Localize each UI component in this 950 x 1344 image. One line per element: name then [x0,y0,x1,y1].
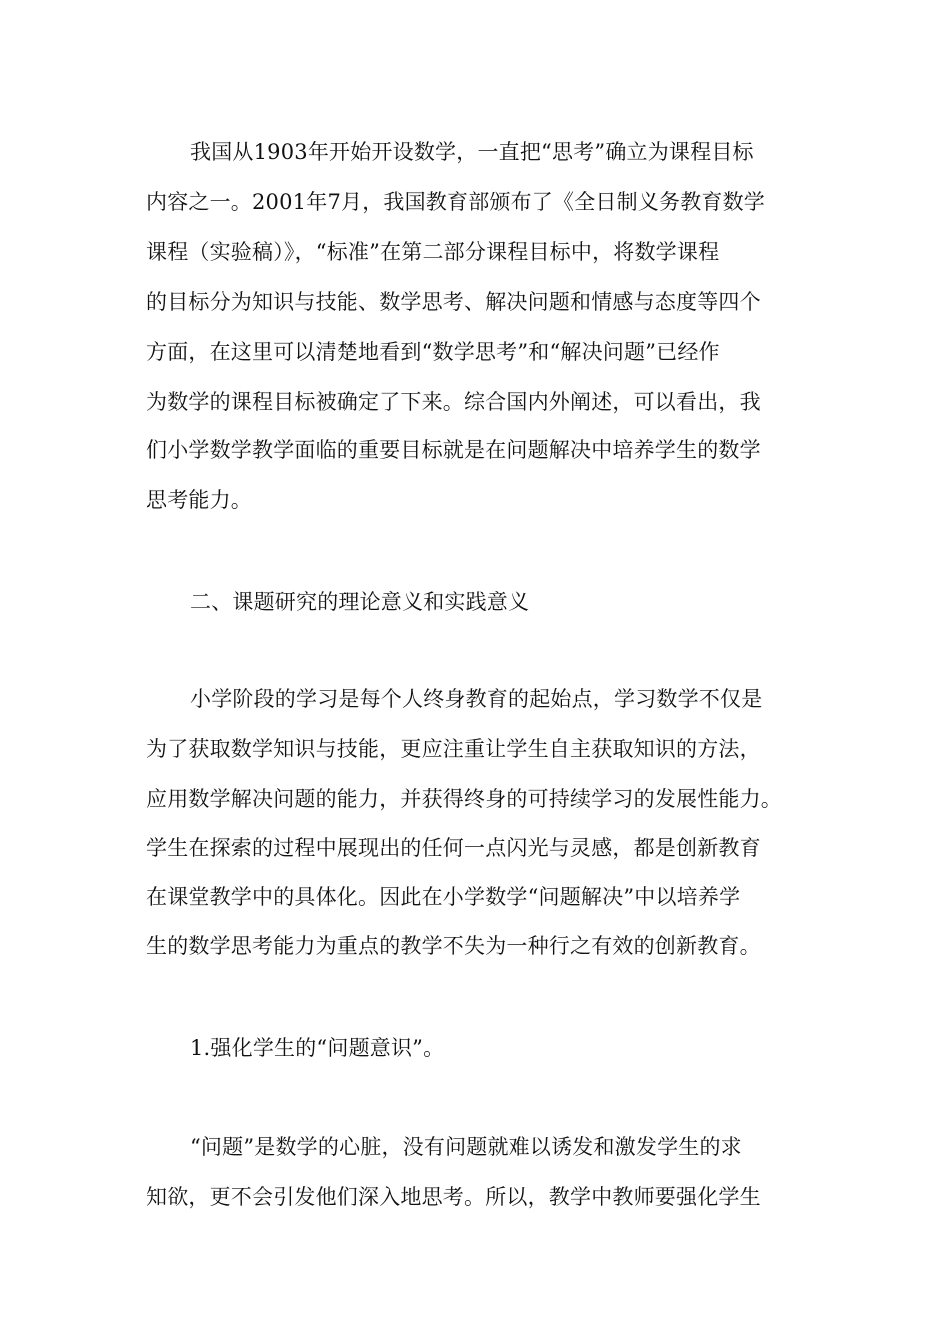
paragraph-1-line-7: 们小学数学教学面临的重要目标就是在问题解决中培养学生的数学 [146,438,761,462]
paragraph-1-line-3: 课程（实验稿）》，“标准”在第二部分课程目标中，将数学课程 [146,240,720,264]
paragraph-3-line-1: “问题”是数学的心脏，没有问题就难以诱发和激发学生的求 [190,1135,742,1159]
paragraph-1-line-8: 思考能力。 [146,488,252,512]
paragraph-1-line-6: 为数学的课程目标被确定了下来。综合国内外阐述，可以看出，我 [146,390,761,414]
paragraph-1-line-5: 方面，在这里可以清楚地看到“数学思考”和“解决问题”已经作 [146,340,720,364]
paragraph-2-line-4: 学生在探索的过程中展现出的任何一点闪光与灵感，都是创新教育 [146,836,761,860]
paragraph-1-line-1: 我国从1903年开始开设数学，一直把“思考”确立为课程目标 [190,140,754,164]
paragraph-1-line-4: 的目标分为知识与技能、数学思考、解决问题和情感与态度等四个 [146,290,761,314]
paragraph-2-line-3: 应用数学解决问题的能力，并获得终身的可持续学习的发展性能力。 [146,787,782,811]
paragraph-2-line-2: 为了获取数学知识与技能，更应注重让学生自主获取知识的方法， [146,737,761,761]
paragraph-3-line-2: 知欲，更不会引发他们深入地思考。所以，教学中教师要强化学生 [146,1185,761,1209]
paragraph-2-line-5: 在课堂教学中的具体化。因此在小学数学“问题解决”中以培养学 [146,885,741,909]
paragraph-1-line-2: 内容之一。2001年7月，我国教育部颁布了《全日制义务教育数学 [146,190,766,214]
paragraph-2-line-6: 生的数学思考能力为重点的教学不失为一种行之有效的创新教育。 [146,934,761,958]
paragraph-2-line-1: 小学阶段的学习是每个人终身教育的起始点，学习数学不仅是 [190,687,763,711]
section-heading: 二、课题研究的理论意义和实践意义 [190,590,530,614]
subheading: 1.强化学生的“问题意识”。 [190,1036,445,1060]
